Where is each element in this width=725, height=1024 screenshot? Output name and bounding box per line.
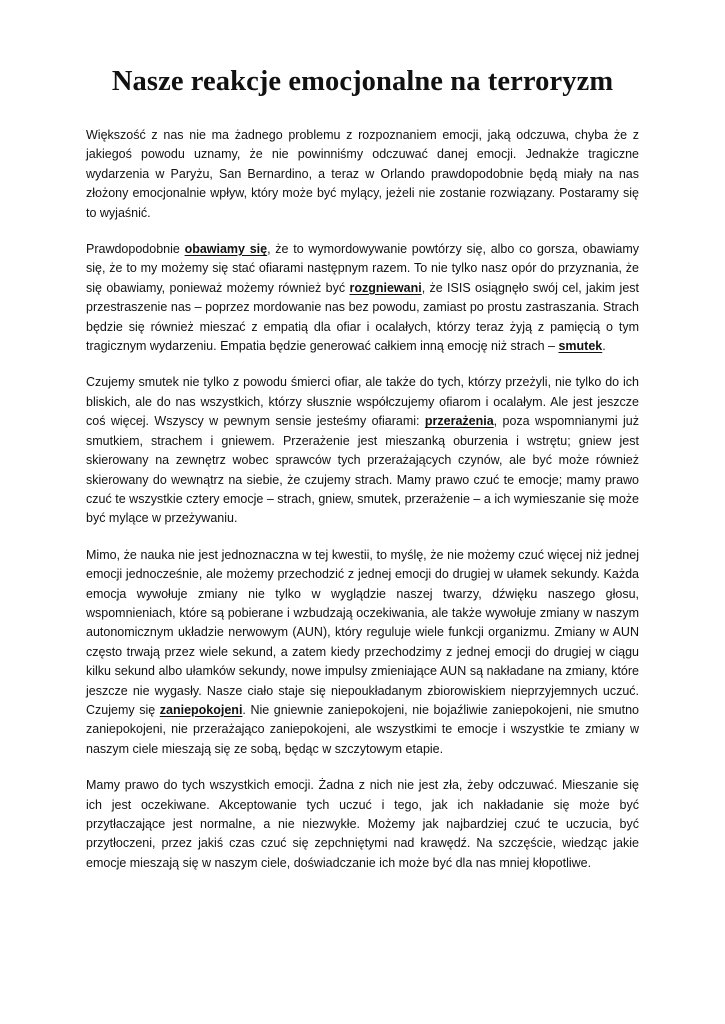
- keyword-rozgniewani: rozgniewani: [349, 280, 422, 295]
- keyword-smutek: smutek: [558, 339, 603, 354]
- paragraph-text: Mimo, że nauka nie jest jednoznaczna w tej kwestii, to myślę, że nie możemy czuć więcej niż jednej emocji jednocześnie, ale możemy przechodzić z jednej emocji do drugiej w ułamek sekundy. Każda emocja wywołuje zmiany nie tylko w wyglądzie naszej twarzy, dźwięku naszego głosu, wspomnieniach, które są pobierane i wzbudzają oczekiwania, ale także wywołuje zmiany w naszym autonomicznym układzie nerwowym (AUN), który reguluje wiele funkcji organizmu. Zmiany w AUN często trwają przez wiele sekund, a zatem kiedy przechodzimy z jednej emocji do drugiej w ciągu kilku sekund albo ułamków sekundy, nowe impulsy zmieniające AUN są nakładane na zmiany, które jeszcze nie wygasły. Nasze ciało staje się niepoukładanym zbiorowiskiem nieprzyjemnych uczuć. Czujemy się: [86, 547, 639, 717]
- paragraph-3: [86, 373, 639, 528]
- paragraph-text: , że to wymordowywanie powtórzy się, albo co gorsza, obawiamy się, że to my możemy się stać ofiarami następnym razem. To nie tylko nasz opór do przyznania, że się obawiamy, ponieważ możemy również być: [86, 242, 639, 295]
- paragraph-text: Większość z nas nie ma żadnego problemu z rozpoznaniem emocji, jaką odczuwa, chyba że z jakiegoś powodu uznamy, że nie powinniśmy odczuwać danej emocji. Jednakże tragiczne wydarzenia w Paryżu, San Bernardino, a teraz w Orlando prawdopodobnie będą miały na nas złożony emocjonalnie wpływ, który może być mylący, jeżeli nie zostanie rozwiązany. Postaramy się to wyjaśnić.: [86, 128, 639, 220]
- paragraph-text: . Nie gniewnie zaniepokojeni, nie bojaźliwie zaniepokojeni, nie smutno zaniepokojeni, nie przerażająco zaniepokojeni, ale wszystkimi te emocje i wszystkie te zmiany w naszym ciele mieszają się ze sobą, będąc w szczytowym etapie.: [86, 702, 639, 756]
- paragraph-text: , poza wspomnianymi już smutkiem, strachem i gniewem. Przerażenie jest mieszanką oburzenia i wstrętu; gniew jest skierowany na zewnętrz wobec sprawców tych przerażających czynów, ale być może również skierowany do wewnątrz na siebie, że czujemy strach. Mamy prawo czuć te emocje; mamy prawo czuć te wszystkie cztery emocje – strach, gniew, smutek, przerażenie – a ich wymieszanie się może być mylące w przeżywaniu.: [86, 414, 639, 526]
- keyword-zaniepokojeni: zaniepokojeni: [159, 702, 243, 717]
- paragraph-1: [86, 126, 639, 223]
- paragraph-text: Prawdopodobnie: [86, 242, 185, 257]
- paragraph-5: [86, 776, 639, 873]
- paragraph-4: [86, 546, 639, 759]
- paragraph-2: [86, 240, 639, 356]
- keyword-obawiamy-sie: obawiamy się: [184, 242, 268, 257]
- document-title: Nasze reakcje emocjonalne na terroryzm: [111, 66, 614, 97]
- paragraph-text: , że ISIS osiągnęło swój cel, jakim jest przestraszenie nas – poprzez mordowanie nas bez powodu, zamiast po prostu zastraszania. Strach będzie się również mieszać z empatią dla ofiar i ocalałych, którzy teraz żyją z pamięcią o tym tragicznym wydarzeniu. Empatia będzie generować całkiem inną emocję niż strach –: [86, 280, 640, 354]
- paragraph-text: .: [602, 339, 606, 354]
- paragraph-text: Czujemy smutek nie tylko z powodu śmierci ofiar, ale także do tych, którzy przeżyli, nie tylko do ich bliskich, ale do nas wszystkich, którzy słusznie współczujemy ofiarom i ocalałym. Ale jest jeszcze coś więcej. Wszyscy w pewnym sensie jesteśmy ofiarami:: [86, 375, 639, 429]
- keyword-przerazenia: przerażenia: [424, 414, 494, 429]
- paragraph-text: Mamy prawo do tych wszystkich emocji. Żadna z nich nie jest zła, żeby odczuwać. Mieszanie się ich jest oczekiwane. Akceptowanie tych uczuć i tego, jak ich nakładanie się może być przytłaczające jest normalne, a nie niezwykłe. Możemy jak najbardziej czuć te uczucia, być przytłoczeni, przez jakiś czas czuć się zepchniętymi nad krawędź. Na szczęście, wiedząc jakie emocje mieszają się w naszym ciele, doświadczanie ich może być dla nas mniej kłopotliwe.: [86, 778, 639, 870]
